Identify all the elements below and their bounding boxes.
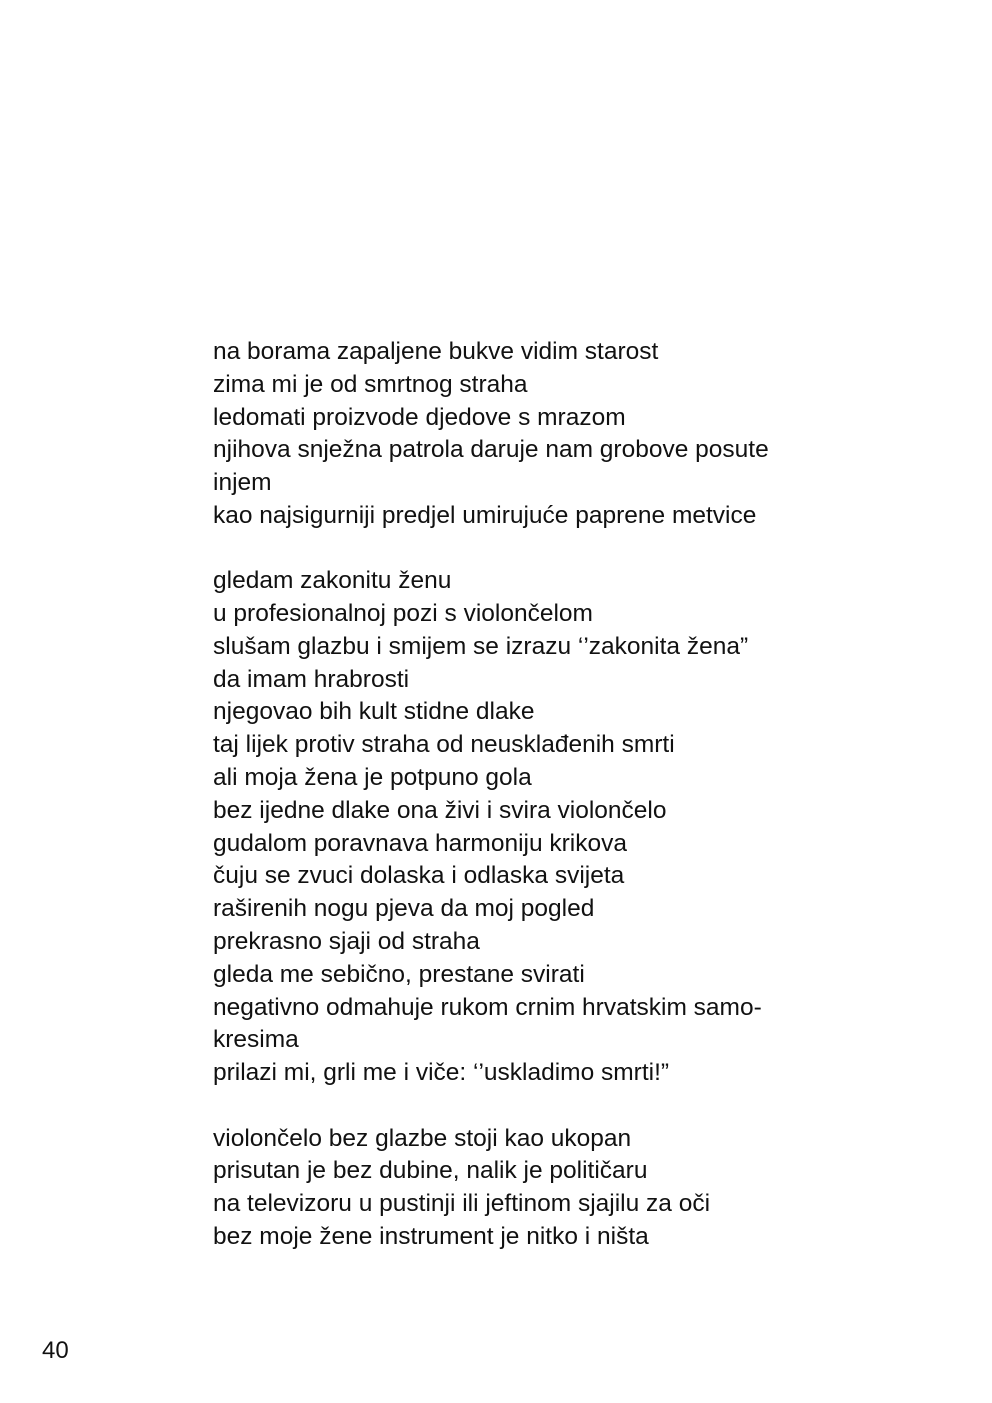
poem-line: čuju se zvuci dolaska i odlaska svijeta [213,862,625,890]
poem-line: u profesionalnoj pozi s violončelom [213,600,593,628]
poem-line: gledam zakonitu ženu [213,567,452,595]
poem-line: kresima [213,1026,299,1054]
poem-line: ali moja žena je potpuno gola [213,764,532,792]
poem-line: njegovao bih kult stidne dlake [213,698,535,726]
poem-line: na televizoru u pustinji ili jeftinom sjajilu za oči [213,1190,711,1218]
poem-line: njihova snježna patrola daruje nam grobove posute [213,436,769,464]
stanza-2 [213,565,913,1090]
poem-line: injem [213,469,272,497]
poem [213,336,913,1254]
poem-line: taj lijek protiv straha od neusklađenih smrti [213,731,675,759]
poem-line: na borama zapaljene bukve vidim starost [213,338,659,365]
poem-line: kao najsigurniji predjel umirujuće paprene metvice [213,501,757,529]
poem-line: bez moje žene instrument je nitko i ništa [213,1222,649,1250]
poem-line: raširenih nogu pjeva da moj pogled [213,895,595,923]
poem-line: prekrasno sjaji od straha [213,928,480,956]
poem-line: prilazi mi, grli me i viče: ‘’uskladimo smrti!” [213,1059,670,1087]
poem-line: prisutan je bez dubine, nalik je političaru [213,1157,648,1185]
poem-line: gleda me sebično, prestane svirati [213,960,585,988]
stanza-1 [213,336,913,533]
stanza-3 [213,1123,913,1254]
poem-line: da imam hrabrosti [213,665,410,693]
poem-line: violončelo bez glazbe stoji kao ukopan [213,1124,632,1152]
poem-line: gudalom poravnava harmoniju krikova [213,829,627,857]
poem-line: negativno odmahuje rukom crnim hrvatskim samo- [213,993,762,1021]
poem-line: slušam glazbu i smijem se izrazu ‘’zakonita žena” [213,632,749,660]
poem-line: zima mi je od smrtnog straha [213,370,528,398]
poem-line: ledomati proizvode djedove s mrazom [213,403,626,431]
poem-line: bez ijedne dlake ona živi i svira violončelo [213,796,667,824]
page-number: 40 [42,1337,69,1364]
